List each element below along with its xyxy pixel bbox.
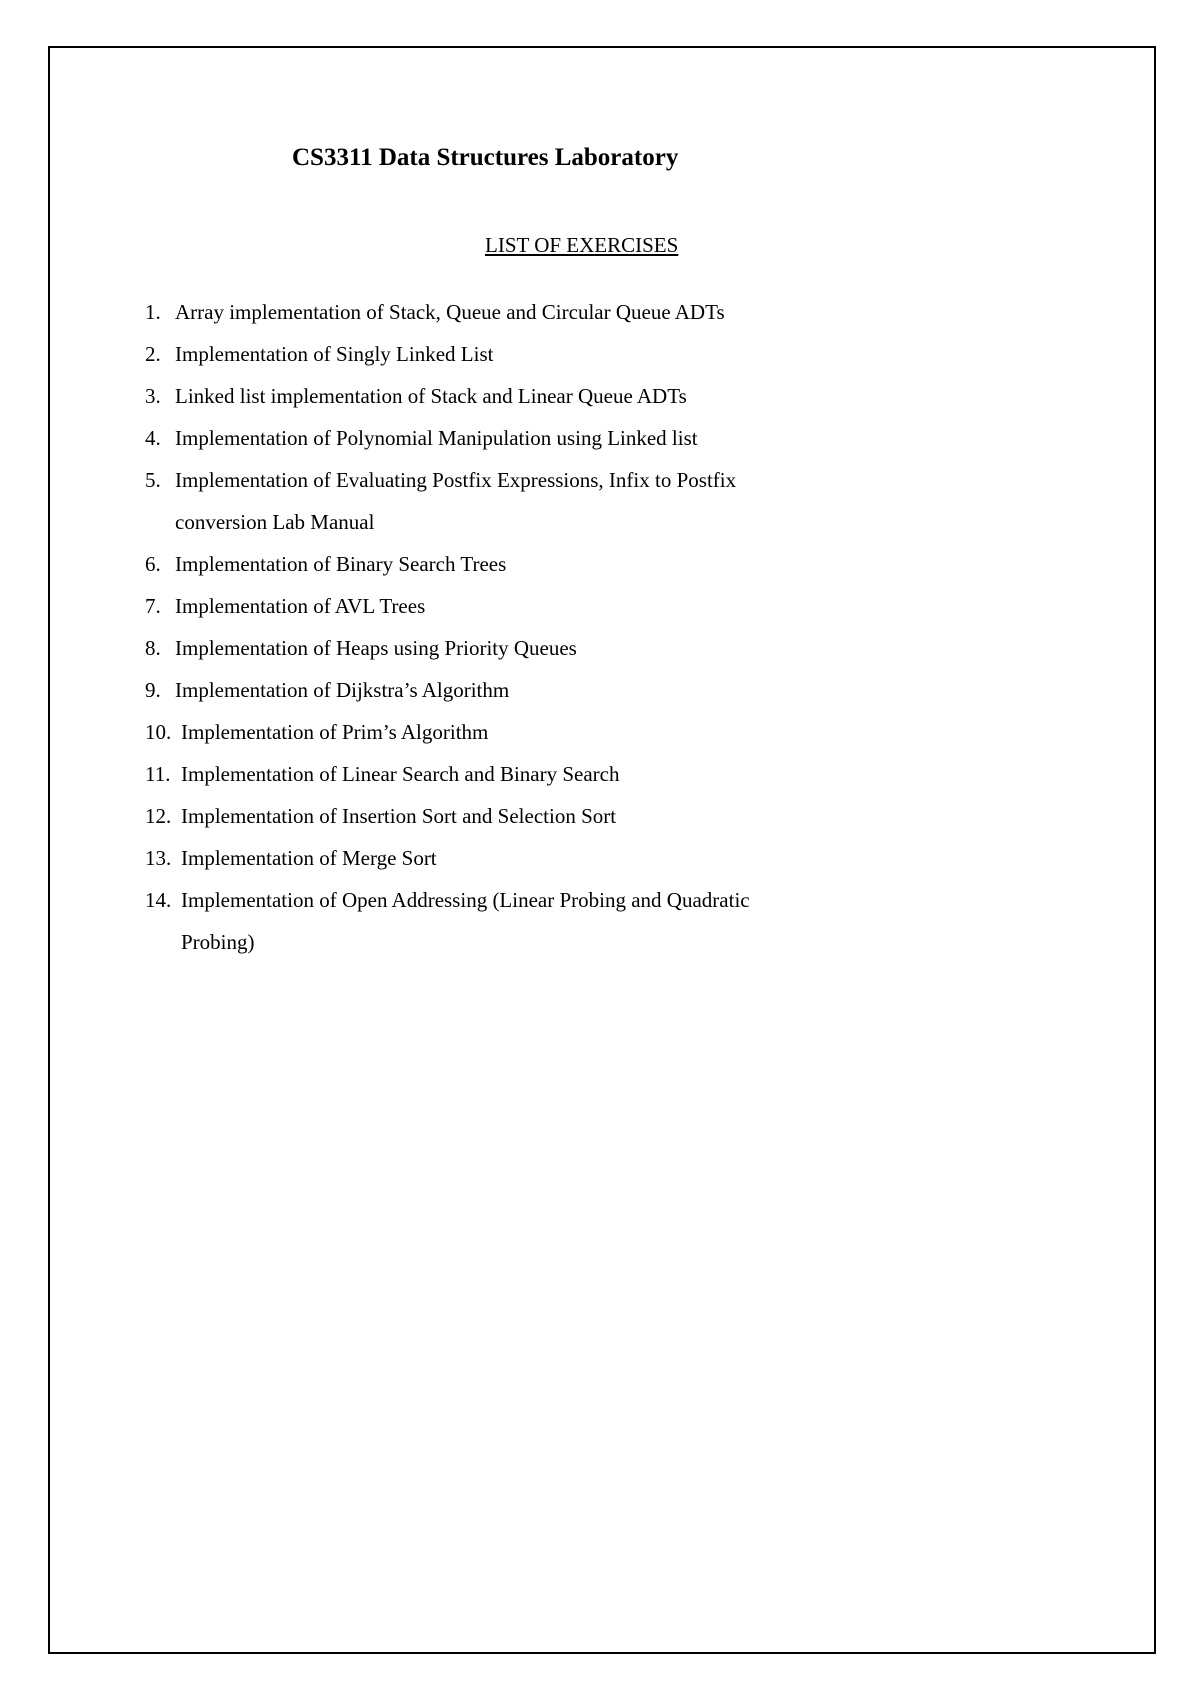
exercise-item — [145, 417, 905, 459]
exercise-text: Implementation of Linear Search and Binary Search — [181, 762, 620, 786]
exercise-text: Implementation of Heaps using Priority Queues — [175, 636, 577, 660]
exercise-text: Implementation of Dijkstra’s Algorithm — [175, 678, 510, 702]
exercise-text: Implementation of Insertion Sort and Selection Sort — [181, 804, 617, 828]
exercise-number: 7. — [145, 594, 161, 618]
exercise-item — [145, 795, 905, 837]
document-title: CS3311 Data Structures Laboratory — [292, 144, 679, 171]
exercise-number: 9. — [145, 678, 161, 702]
exercise-item — [145, 837, 905, 879]
exercise-item — [145, 291, 905, 333]
exercise-text: Implementation of Open Addressing (Linear Probing and Quadratic Probing) — [181, 888, 750, 954]
exercise-number: 11. — [145, 762, 171, 786]
list-heading: LIST OF EXERCISES — [485, 233, 679, 257]
exercise-item — [145, 753, 905, 795]
exercise-item — [145, 669, 905, 711]
exercise-item — [145, 585, 905, 627]
exercise-number: 14. — [145, 888, 172, 912]
exercise-number: 3. — [145, 384, 161, 408]
exercise-text: Implementation of Polynomial Manipulation using Linked list — [175, 426, 698, 450]
exercise-item — [145, 459, 905, 543]
exercise-number: 13. — [145, 846, 172, 870]
exercise-item — [145, 627, 905, 669]
exercise-item — [145, 711, 905, 753]
exercise-text: Linked list implementation of Stack and Linear Queue ADTs — [175, 384, 687, 408]
exercise-item — [145, 879, 905, 963]
exercise-text: Array implementation of Stack, Queue and Circular Queue ADTs — [175, 300, 725, 324]
exercise-number: 1. — [145, 300, 161, 324]
exercise-number: 2. — [145, 342, 161, 366]
exercise-number: 10. — [145, 720, 172, 744]
exercise-text: Implementation of Binary Search Trees — [175, 552, 507, 576]
exercise-number: 12. — [145, 804, 172, 828]
exercise-list — [145, 291, 905, 963]
exercise-item — [145, 333, 905, 375]
exercise-number: 4. — [145, 426, 161, 450]
exercise-number: 5. — [145, 468, 161, 492]
exercise-text: Implementation of Singly Linked List — [175, 342, 494, 366]
exercise-text: Implementation of Prim’s Algorithm — [181, 720, 489, 744]
exercise-text: Implementation of AVL Trees — [175, 594, 426, 618]
exercise-item — [145, 375, 905, 417]
exercise-text: Implementation of Merge Sort — [181, 846, 437, 870]
exercise-number: 6. — [145, 552, 161, 576]
exercise-item — [145, 543, 905, 585]
exercise-number: 8. — [145, 636, 161, 660]
exercise-text: Implementation of Evaluating Postfix Expressions, Infix to Postfix conversion Lab Manual — [175, 468, 737, 534]
